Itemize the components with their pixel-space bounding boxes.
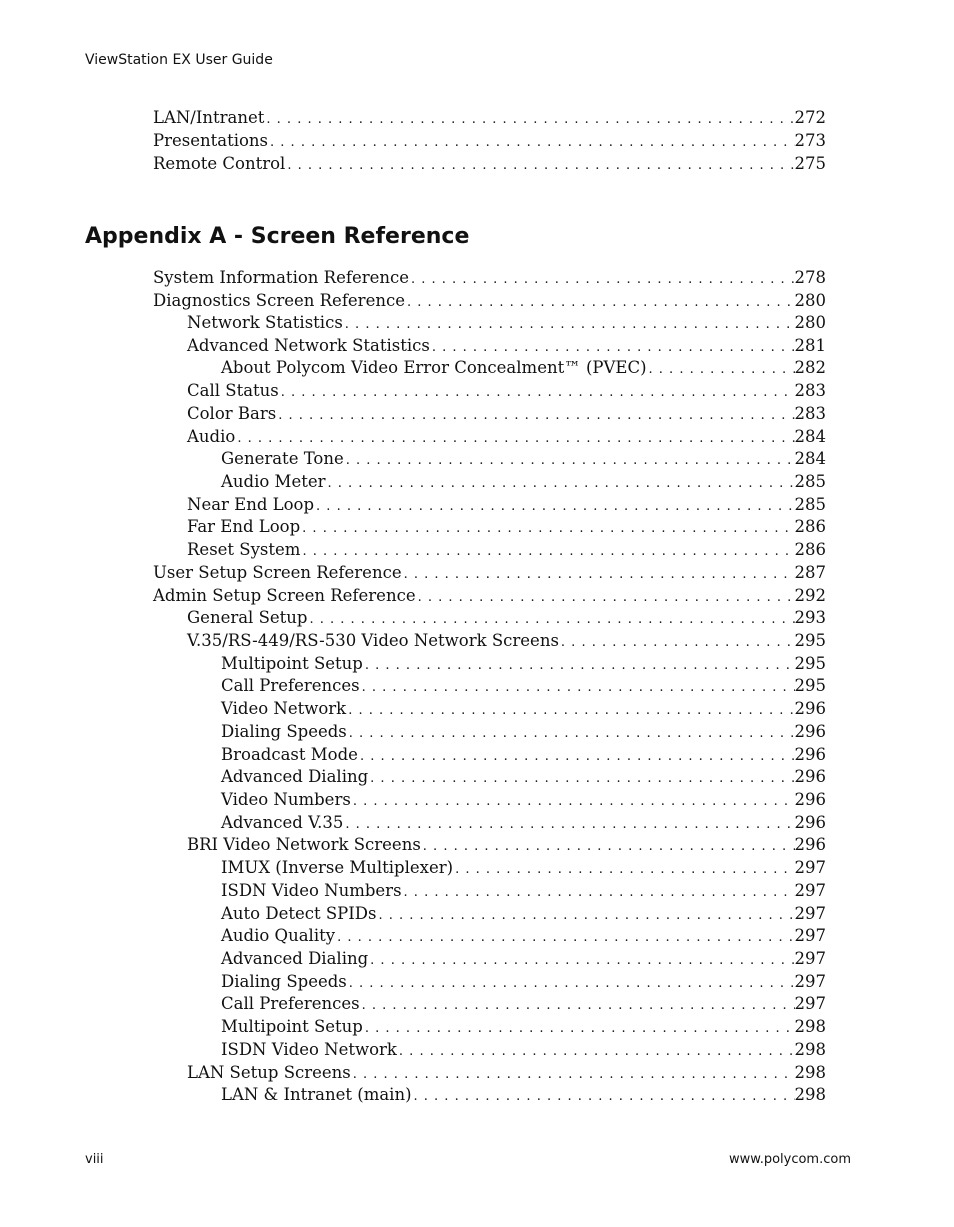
toc-entry-title: LAN & Intranet (main) [221,1085,412,1104]
toc-entry-title: About Polycom Video Error Concealment™ (PVEC) [221,358,647,377]
toc-entry[interactable] [221,653,826,677]
toc-entry-title: Advanced V.35 [221,813,344,832]
toc-entry[interactable] [153,267,826,291]
toc-entry-page: 297 [794,858,826,877]
toc-entry-page: 296 [794,699,826,718]
toc-entry-title: LAN Setup Screens [187,1063,351,1082]
toc-entry[interactable] [221,1084,826,1108]
toc-entry-title: Audio [187,427,236,446]
toc-leader [409,269,795,291]
toc-entry-title: Call Preferences [221,994,360,1013]
toc-entry-page: 296 [794,745,826,764]
toc-entry-page: 298 [794,1063,826,1082]
toc-entry[interactable] [221,857,826,881]
toc-entry[interactable] [187,403,826,427]
toc-entry-page: 283 [794,404,826,423]
toc-leader [405,292,795,314]
toc-leader [360,995,795,1017]
toc-entry-page: 284 [794,427,826,446]
toc-entry[interactable] [221,1016,826,1040]
toc-leader [402,882,795,904]
toc-entry-title: Reset System [187,540,301,559]
toc-entry-title: Advanced Dialing [221,949,369,968]
toc-entry-page: 297 [794,904,826,923]
toc-entry-title: Dialing Speeds [221,722,347,741]
page-number: viii [85,1152,104,1167]
toc-entry[interactable] [221,721,826,745]
toc-entry-page: 297 [794,949,826,968]
toc-leader [276,405,794,427]
toc-entry-page: 297 [794,926,826,945]
toc-entry-page: 286 [794,540,826,559]
toc-entry[interactable] [221,766,826,790]
toc-entry[interactable] [187,312,826,336]
toc-leader [300,518,794,540]
toc-leader [351,791,795,813]
toc-entry[interactable] [187,335,826,359]
toc-entry[interactable] [221,812,826,836]
toc-leader [351,1064,795,1086]
toc-leader [453,859,794,881]
website-link[interactable]: www.polycom.com [728,1152,851,1167]
toc-entry[interactable] [221,675,826,699]
toc-entry-title: IMUX (Inverse Multiplexer) [221,858,454,877]
toc-leader [343,314,795,336]
toc-entry-title: Near End Loop [187,495,315,514]
toc-entry-title: Video Network [221,699,347,718]
toc-entry[interactable] [221,993,826,1017]
toc-leader [412,1086,795,1108]
toc-entry-page: 292 [794,586,826,605]
toc-entry[interactable] [153,107,826,131]
toc-leader [559,632,795,654]
toc-entry-title: Remote Control [153,154,286,173]
toc-leader [368,768,794,790]
toc-entry-title: Far End Loop [187,517,301,536]
toc-leader [343,814,794,836]
toc-entry-title: Network Statistics [187,313,343,332]
toc-entry-page: 295 [794,631,826,650]
toc-entry-title: Multipoint Setup [221,1017,363,1036]
toc-entry-page: 287 [794,563,826,582]
toc-leader [326,473,795,495]
toc-leader [397,1041,795,1063]
toc-entry[interactable] [221,471,826,495]
toc-entry-page: 296 [794,813,826,832]
toc-leader [235,428,794,450]
toc-entry-page: 278 [794,268,826,287]
toc-entry[interactable] [187,834,826,858]
toc-entry[interactable] [187,426,826,450]
toc-entry[interactable] [187,1062,826,1086]
toc-leader [430,337,795,359]
toc-leader [344,450,795,472]
toc-entry-page: 283 [794,381,826,400]
toc-entry-page: 296 [794,790,826,809]
toc-entry[interactable] [187,539,826,563]
toc-entry-page: 285 [794,472,826,491]
toc-leader [335,927,794,949]
toc-entry-page: 280 [794,313,826,332]
toc-entry-title: Admin Setup Screen Reference [153,586,416,605]
toc-entry-page: 275 [794,154,826,173]
toc-entry[interactable] [221,698,826,722]
toc-leader [368,950,794,972]
toc-entry-page: 282 [794,358,826,377]
toc-entry-title: Generate Tone [221,449,344,468]
toc-leader [285,155,794,177]
toc-entry-title: Call Status [187,381,279,400]
toc-entry[interactable] [153,290,826,314]
toc-leader [363,655,795,677]
toc-entry-page: 297 [794,881,826,900]
toc-entry-title: User Setup Screen Reference [153,563,402,582]
toc-leader [421,836,795,858]
toc-entry[interactable] [221,880,826,904]
toc-entry-title: ISDN Video Network [221,1040,397,1059]
toc-entry[interactable] [153,562,826,586]
toc-entry-page: 272 [794,108,826,127]
toc-entry[interactable] [221,1039,826,1063]
toc-entry-page: 296 [794,835,826,854]
toc-entry-title: Presentations [153,131,269,150]
toc-entry-page: 296 [794,722,826,741]
toc-leader [300,541,794,563]
toc-leader [416,587,795,609]
toc-entry-page: 297 [794,972,826,991]
toc-entry[interactable] [187,516,826,540]
toc-entry[interactable] [153,153,826,177]
toc-entry-page: 281 [794,336,826,355]
toc-entry-page: 284 [794,449,826,468]
toc-entry-title: Broadcast Mode [221,745,358,764]
toc-leader [307,609,794,631]
toc-entry-title: Multipoint Setup [221,654,363,673]
toc-leader [360,677,795,699]
toc-leader [268,132,794,154]
toc-entry-page: 280 [794,291,826,310]
toc-entry-title: Audio Meter [221,472,326,491]
toc-entry-title: Diagnostics Screen Reference [153,291,405,310]
toc-entry-page: 298 [794,1085,826,1104]
toc-entry-page: 293 [794,608,826,627]
toc-entry-page: 297 [794,994,826,1013]
section-heading: Appendix A - Screen Reference [85,224,470,249]
toc-entry-page: 295 [794,654,826,673]
toc-entry-title: Dialing Speeds [221,972,347,991]
toc-leader [376,905,794,927]
toc-entry-title: Audio Quality [221,926,336,945]
toc-leader [264,109,794,131]
toc-entry-title: Auto Detect SPIDs [221,904,377,923]
toc-entry-title: V.35/RS-449/RS-530 Video Network Screens [187,631,559,650]
running-header: ViewStation EX User Guide [85,52,273,68]
toc-entry[interactable] [187,380,826,404]
toc-entry-title: BRI Video Network Screens [187,835,421,854]
toc-leader [363,1018,795,1040]
toc-entry-page: 296 [794,767,826,786]
toc-entry-title: Call Preferences [221,676,360,695]
toc-entry[interactable] [153,130,826,154]
toc-entry[interactable] [221,948,826,972]
toc-leader [279,382,795,404]
toc-entry-page: 286 [794,517,826,536]
toc-entry-page: 298 [794,1017,826,1036]
toc-entry-page: 285 [794,495,826,514]
toc-entry[interactable] [221,744,826,768]
toc-entry[interactable] [221,789,826,813]
toc-leader [347,973,795,995]
toc-entry[interactable] [221,971,826,995]
toc-entry-title: System Information Reference [153,268,409,287]
toc-entry[interactable] [221,903,826,927]
toc-entry[interactable] [187,630,826,654]
toc-entry-title: Color Bars [187,404,277,423]
toc-entry-page: 295 [794,676,826,695]
toc-entry-title: Advanced Network Statistics [187,336,430,355]
toc-leader [314,496,794,518]
toc-entry-title: LAN/Intranet [153,108,265,127]
toc-entry[interactable] [221,357,826,381]
toc-entry[interactable] [153,585,826,609]
toc-leader [347,723,795,745]
toc-entry[interactable] [221,448,826,472]
toc-leader [647,359,795,381]
toc-entry[interactable] [187,607,826,631]
toc-entry-title: Video Numbers [221,790,351,809]
toc-entry-page: 298 [794,1040,826,1059]
toc-entry[interactable] [187,494,826,518]
toc-entry-title: ISDN Video Numbers [221,881,402,900]
toc-entry-title: Advanced Dialing [221,767,369,786]
toc-leader [346,700,794,722]
toc-leader [358,746,795,768]
toc-entry[interactable] [221,925,826,949]
toc-entry-page: 273 [794,131,826,150]
toc-entry-title: General Setup [187,608,308,627]
toc-leader [402,564,795,586]
